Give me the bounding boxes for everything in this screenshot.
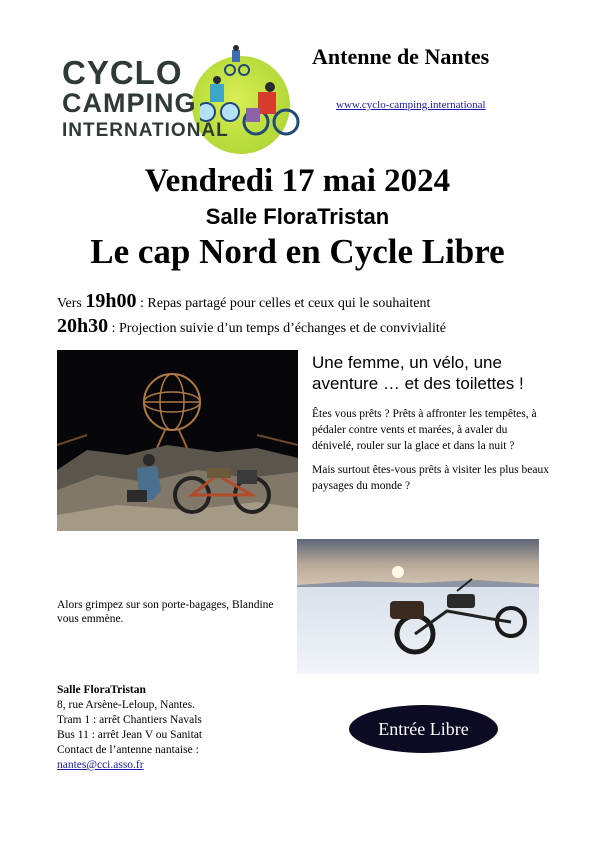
schedule-line-dinner	[57, 290, 430, 313]
logo-line-international: INTERNATIONAL	[62, 120, 229, 141]
address-tram: Tram 1 : arrêt Chantiers Navals	[57, 714, 202, 726]
address-contact-label: Contact de l’antenne nantaise :	[57, 744, 199, 756]
address-venue-name: Salle FloraTristan	[57, 684, 146, 696]
address-bus: Bus 11 : arrêt Jean V ou Sanitat	[57, 729, 203, 741]
climb-aboard-text: Alors grimpez sur son porte-bagages, Blandine vous emmène.	[57, 599, 274, 625]
snow-sunset-scene	[297, 539, 539, 674]
photo-snow-bike	[297, 539, 539, 674]
schedule-text: : Projection suivie d’un temps d’échanges et de convivialité	[108, 321, 446, 336]
contact-email-link[interactable]: nantes@cci.asso.fr	[57, 759, 144, 771]
event-date: Vendredi 17 mai 2024	[144, 163, 451, 199]
event-title: Le cap Nord en Cycle Libre	[90, 232, 505, 271]
address-block	[57, 683, 202, 773]
description-paragraph-1: Êtes vous prêts ? Prêts à affronter les tempêtes, à pédaler contre vents et marées, à avaler du dénivelé, rouler sur la glace et dans la nuit ?	[312, 408, 537, 452]
photo-cap-nord-globe	[57, 350, 298, 531]
website-link[interactable]: www.cyclo-camping.international	[336, 99, 486, 111]
event-venue: Salle FloraTristan	[205, 204, 390, 229]
schedule-time: 19h00	[85, 290, 137, 312]
tagline: Une femme, un vélo, une aventure … et des toilettes !	[312, 353, 524, 393]
address-street: 8, rue Arsène-Leloup, Nantes.	[57, 699, 195, 711]
schedule-time: 20h30	[57, 315, 109, 337]
entree-libre-badge: Entrée Libre	[349, 705, 498, 753]
schedule-line-projection	[57, 315, 446, 338]
schedule-prefix: Vers	[57, 296, 86, 311]
logo-line-cyclo: CYCLO	[62, 54, 183, 91]
cyclo-camping-logo	[60, 42, 300, 152]
schedule-text: : Repas partagé pour celles et ceux qui le souhaitent	[136, 296, 431, 311]
logo-line-camping: CAMPING	[62, 88, 197, 118]
description-paragraph-2: Mais surtout êtes-vous prêts à visiter les plus beaux paysages du monde ?	[312, 464, 549, 492]
night-globe-scene	[57, 350, 298, 531]
antenne-heading: Antenne de Nantes	[312, 44, 490, 69]
